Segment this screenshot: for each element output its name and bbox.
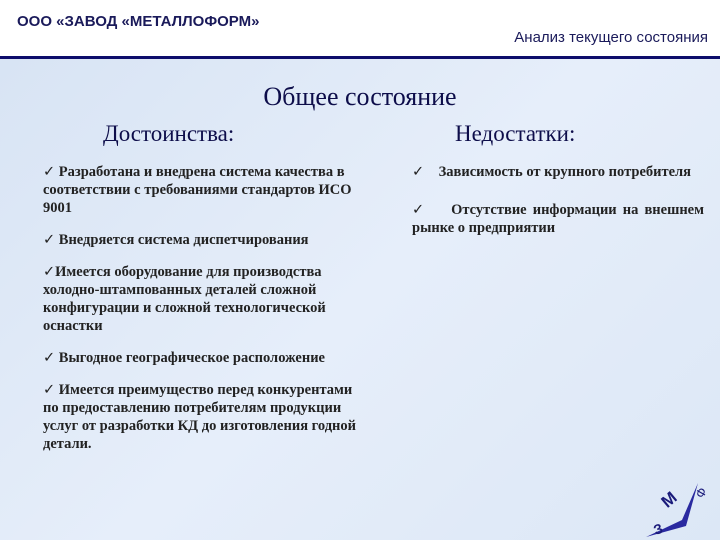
- slide-header: [0, 0, 720, 56]
- list-item-text: Имеется оборудование для производства холодно-штампованных деталей сложной конфигурации и сложной технологической оснастки: [43, 264, 326, 334]
- list-item: [412, 201, 704, 237]
- svg-text:Ф: Ф: [692, 484, 711, 501]
- section-title: Анализ текущего состояния: [514, 29, 708, 46]
- list-item: [43, 231, 363, 249]
- list-item: [43, 263, 363, 335]
- list-item: [43, 163, 363, 217]
- check-icon: ✓: [43, 350, 56, 366]
- check-icon: ✓: [43, 382, 56, 398]
- check-icon: ✓: [43, 232, 56, 248]
- svg-text:М: М: [657, 487, 681, 512]
- svg-text:З: З: [651, 519, 665, 538]
- check-icon: ✓: [43, 164, 56, 180]
- list-item-text: Разработана и внедрена система качества в соответствии с требованиями стандартов ИСО 9001: [43, 164, 352, 216]
- disadvantages-heading: Недостатки:: [455, 121, 576, 146]
- list-item: [43, 381, 363, 453]
- list-item: [43, 349, 363, 367]
- advantages-heading: Достоинства:: [103, 121, 235, 146]
- list-item-text: Отсутствие информации на внешнем рынке о предприятии: [412, 202, 704, 236]
- check-icon: ✓: [412, 202, 427, 218]
- list-item-text: Имеется преимущество перед конкурентами по предоставлению потребителям продукции услуг от разработки КД до изготовления годной детали.: [43, 382, 357, 452]
- company-logo: [640, 458, 720, 540]
- check-icon: ✓: [43, 264, 56, 280]
- list-item-text: Зависимость от крупного потребителя: [438, 164, 692, 180]
- slide-title: Общее состояние: [263, 82, 457, 111]
- list-item-text: Внедряется система диспетчирования: [58, 232, 309, 248]
- check-icon: ✓: [412, 164, 425, 180]
- advantages-list: [43, 163, 363, 467]
- list-item-text: Выгодное географическое расположение: [58, 350, 325, 366]
- company-name: ООО «ЗАВОД «МЕТАЛЛОФОРМ»: [17, 13, 260, 30]
- list-item: [412, 163, 704, 181]
- disadvantages-list: [412, 163, 704, 257]
